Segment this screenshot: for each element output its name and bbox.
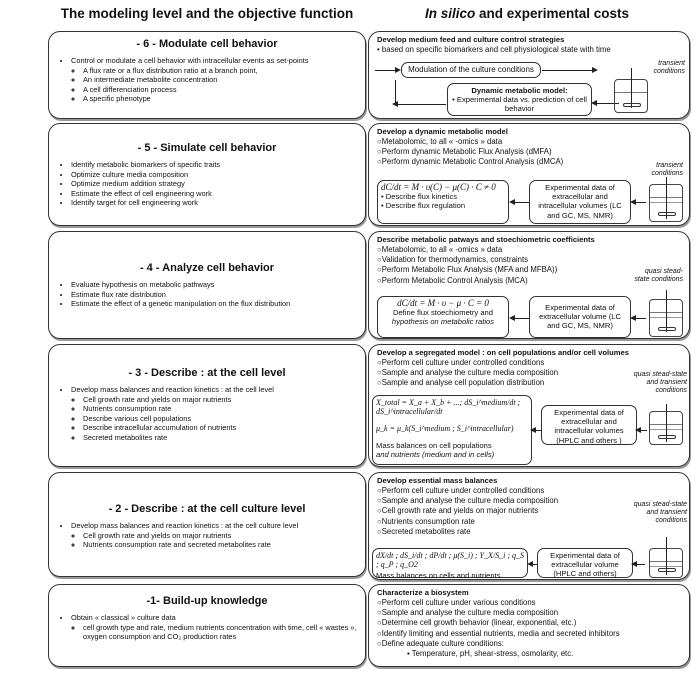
level-5-cost-title: Develop a dynamic metabolic model — [377, 127, 508, 136]
modulation-arrow — [542, 70, 594, 71]
level-4-cost-item: ○Perform Metabolic Control Analysis (MCA) — [377, 275, 528, 285]
level-1-cost-item: ○Determine cell growth behavior (linear, exponential, etc.) — [377, 618, 577, 628]
level-3-bullets — [57, 385, 357, 443]
sub-bullet: ◦ Describe various cell populations — [83, 414, 357, 424]
level-2-cost-title: Develop essential mass balances — [377, 476, 498, 485]
bioreactor-icon — [649, 411, 683, 445]
level-1-bullets — [57, 613, 357, 642]
bullet: • Evaluate hypothesis on metabolic pathways — [71, 280, 357, 290]
level-2-cost-item: ○Secreted metabolites rate — [377, 526, 471, 536]
level-3-cost-item: ○Perform cell culture under controlled conditions — [377, 358, 545, 367]
level-5-cost-item: ○Perform dynamic Metabolic Flux Analysis (dMFA) — [377, 147, 552, 157]
level-4-cost-box — [368, 231, 690, 339]
reactor-arrow — [635, 564, 645, 565]
level-3-cost-title: Develop a segregated model : on cell populations and/or cell volumes — [377, 348, 629, 357]
eq-note: Mass balances on cell populations — [376, 440, 492, 450]
bullet: • Identify metabolic biomarkers of specific traits — [71, 160, 357, 170]
input-arrow — [375, 70, 397, 71]
eq-note: • Describe flux kinetics — [381, 192, 458, 202]
data-arrow — [513, 202, 529, 203]
level-1-title: -1- Build-up knowledge — [146, 595, 268, 607]
level-6-cost-title: Develop medium feed and culture control strategies — [377, 35, 565, 44]
conditions-label: transient conditions — [651, 162, 683, 177]
reactor-arrow — [634, 318, 646, 319]
bullet: • Develop mass balances and reaction kinetics : at the cell culture level ◦ Cell growth rate and yields on major nutrients ◦ Nutrients consumption rate and secreted metabolites rate — [71, 521, 357, 550]
bullet: • Estimate flux rate distribution — [71, 290, 357, 300]
level-4-title: - 4 - Analyze cell behavior — [139, 262, 275, 274]
level-6-cost-item: • based on specific biomarkers and cell physiological state with time — [377, 45, 611, 54]
level-6-bullets — [57, 56, 357, 104]
bullet: • Estimate the effect of cell engineering work — [71, 189, 357, 199]
level-1-objective-box — [48, 584, 366, 667]
bullet: • Develop mass balances and reaction kinetics : at the cell level ◦ Cell growth rate and yields on major nutrients ◦ Nutrients consumption rate ◦ Describe various cell populations ◦ Describe intracellular accumulation of nutrients ◦ Secreted metabolites rate — [71, 385, 357, 443]
dynamic-model-box — [447, 83, 592, 116]
level-2-cost-item: ○Nutrients consumption rate — [377, 516, 475, 526]
conditions-label: quasi stead-state and transient conditions — [633, 501, 687, 524]
transient-conditions-label: transient conditions — [653, 60, 685, 75]
bullet: • Identify target for cell engineering work — [71, 198, 357, 208]
bullet: • Optimize medium addition strategy — [71, 179, 357, 189]
data-arrow — [513, 318, 529, 319]
dynamic-model-text: • Experimental data vs. prediction of cell behavior — [452, 95, 587, 114]
level-1-cost-item: ○Sample and analyse the culture media composition — [377, 608, 559, 618]
header-rest: and experimental costs — [475, 6, 630, 21]
level-3-cost-box — [368, 344, 690, 467]
bullet: • Estimate the effect of a genetic manipulation on the flux distribution — [71, 299, 357, 309]
in-silico-text: In silico — [424, 6, 476, 21]
level-5-cost-item: ○Metabolomic, to all « -omics » data — [377, 137, 503, 146]
sub-bullet: ◦ Describe intracellular accumulation of nutrients — [83, 423, 357, 433]
level-5-equation: dC/dt = M · υ(C) − μ(C) · C ≠ 0 — [381, 182, 496, 192]
eq-note: hypothesis on metabolic ratios — [391, 317, 495, 327]
bullet: • Control or modulate a cell behavior with intracellular events as set-points ◦ A flux rate or a flux distribution ratio at a branch point, ◦ An intermediate metabolite concentration ◦ A cell differenciation process ◦ A specific phenotype — [71, 56, 357, 104]
feedback-arrow — [396, 104, 446, 105]
level-1-cost-box — [368, 584, 690, 667]
conditions-label: quasi stead-state conditions — [634, 268, 683, 283]
level-4-equation-box — [377, 296, 509, 338]
reactor-arrow — [639, 430, 647, 431]
level-3-cost-item: ○Sample and analyse the culture media composition — [377, 368, 559, 378]
sub-bullet: ◦ An intermediate metabolite concentration — [83, 75, 357, 85]
bioreactor-icon — [614, 79, 648, 113]
level-3-equation-2: μ_k = μ_k(S_i^medium ; S_i^intracellular) — [376, 424, 514, 434]
level-5-bullets — [57, 160, 357, 208]
level-4-equation: dC/dt = M · υ − μ · C = 0 — [397, 298, 489, 308]
level-3-objective-box — [48, 344, 366, 467]
bioreactor-icon — [649, 184, 683, 222]
level-4-cost-item: ○Validation for thermodynamics, constraints — [377, 255, 529, 265]
level-2-cost-item: ○Sample and analyse the culture media composition — [377, 496, 559, 506]
modulation-box: Modulation of the culture conditions — [401, 62, 541, 78]
bullet: • Optimize culture media composition — [71, 170, 357, 180]
sub-bullet: ◦ A flux rate or a flux distribution ratio at a branch point, — [83, 66, 357, 76]
level-2-exp-box: Experimental data of extracellular volume (HPLC and others) — [537, 548, 633, 578]
level-6-objective-box — [48, 31, 366, 119]
level-5-exp-box: Experimental data of extracellular and intracellular volumes (LC and GC, MS, NMR) — [529, 180, 631, 224]
level-6-title: - 6 - Modulate cell behavior — [136, 38, 278, 50]
bioreactor-icon — [649, 299, 683, 337]
level-5-objective-box — [48, 123, 366, 226]
level-1-cost-title: Characterize a biosystem — [377, 588, 469, 597]
level-6-cost-box — [368, 31, 690, 119]
level-2-cost-item: ○Cell growth rate and yields on major nutrients — [377, 506, 539, 516]
left-column-header: The modeling level and the objective function — [60, 6, 354, 21]
level-3-title: - 3 - Describe : at the cell level — [128, 367, 286, 379]
level-4-bullets — [57, 280, 357, 309]
level-5-title: - 5 - Simulate cell behavior — [137, 142, 277, 154]
level-4-exp-box: Experimental data of extracellular volume (LC and GC, MS, NMR) — [529, 296, 631, 338]
eq-note: • Describe flux regulation — [381, 201, 466, 211]
level-5-cost-box — [368, 123, 690, 226]
eq-note: and nutrients (medium and in cells) — [376, 449, 495, 459]
sub-bullet: ◦ Cell growth rate and yields on major nutrients — [83, 531, 357, 541]
sub-bullet: ◦ A cell differenciation process — [83, 85, 357, 95]
reactor-arrow — [634, 202, 646, 203]
level-5-cost-item: ○Perform dynamic Metabolic Control Analysis (dMCA) — [377, 157, 564, 167]
sub-bullet: ◦ Nutrients consumption rate and secreted metabolites rate — [83, 540, 357, 550]
right-column-header — [362, 6, 692, 21]
level-1-cost-item: ○Identify limiting and essential nutrients, media and secreted inhibitors — [377, 628, 620, 638]
level-3-equation: X_total = X_a + X_b + ...; dS_i^medium/dt ; dS_i^intracellular/dt — [376, 398, 521, 417]
sub-bullet: ◦ A specific phenotype — [83, 94, 357, 104]
level-2-equation-box — [372, 548, 528, 578]
sub-bullet: ◦ cell growth type and rate, medium nutrients concentration with time, cell « wastes », oxygen consumption and CO₂ production rates — [83, 623, 357, 642]
level-3-exp-box: Experimental data of extracellular and intracellular volumes (HPLC and others ) — [541, 405, 637, 445]
level-1-cost-item: ○Define adequate culture conditions: — [377, 638, 504, 648]
level-5-equation-box — [377, 180, 509, 224]
eq-note: Define flux stoechiometry and — [392, 308, 494, 318]
sub-bullet: ◦ Secreted metabolites rate — [83, 433, 357, 443]
bullet: • Obtain « classical » culture data ◦ cell growth type and rate, medium nutrients concentration with time, cell « wastes », oxygen consumption and CO₂ production rates — [71, 613, 357, 642]
level-2-objective-box — [48, 472, 366, 577]
sub-bullet: ◦ Nutrients consumption rate — [83, 404, 357, 414]
bioreactor-icon — [649, 548, 683, 578]
level-2-cost-box — [368, 472, 690, 580]
conditions-label: quasi stead-state and transient conditions — [633, 371, 687, 394]
level-3-cost-item: ○Sample and analyse cell population distribution — [377, 378, 545, 388]
level-4-cost-item: ○Perform Metabolic Flux Analysis (MFA and MFBA)) — [377, 265, 558, 275]
dynamic-model-title: Dynamic metabolic model: — [471, 86, 568, 95]
level-4-cost-title: Describe metabolic patways and stoechiometric coefficients — [377, 235, 595, 244]
level-2-cost-item: ○Perform cell culture under controlled conditions — [377, 486, 545, 495]
level-2-bullets — [57, 521, 357, 550]
level-1-cost-subitem: ▪ Temperature, pH, shear-stress, osmolarity, etc. — [407, 649, 574, 659]
level-1-cost-item: ○Perform cell culture under various conditions — [377, 598, 536, 607]
level-4-objective-box — [48, 231, 366, 339]
level-3-equation-box — [372, 395, 532, 465]
level-4-cost-item: ○Metabolomic, to all « -omics » data — [377, 245, 503, 254]
sub-bullet: ◦ Cell growth rate and yields on major nutrients — [83, 395, 357, 405]
level-2-equation: dX/dt ; dS_i/dt ; dP/dt ; μ(S_i) ; Y_X/S_i ; q_S ; q_P ; q_O2 — [376, 551, 524, 570]
eq-note: Mass balances on cells and nutrients — [376, 571, 501, 580]
level-2-title: - 2 - Describe : at the cell culture level — [108, 503, 306, 515]
